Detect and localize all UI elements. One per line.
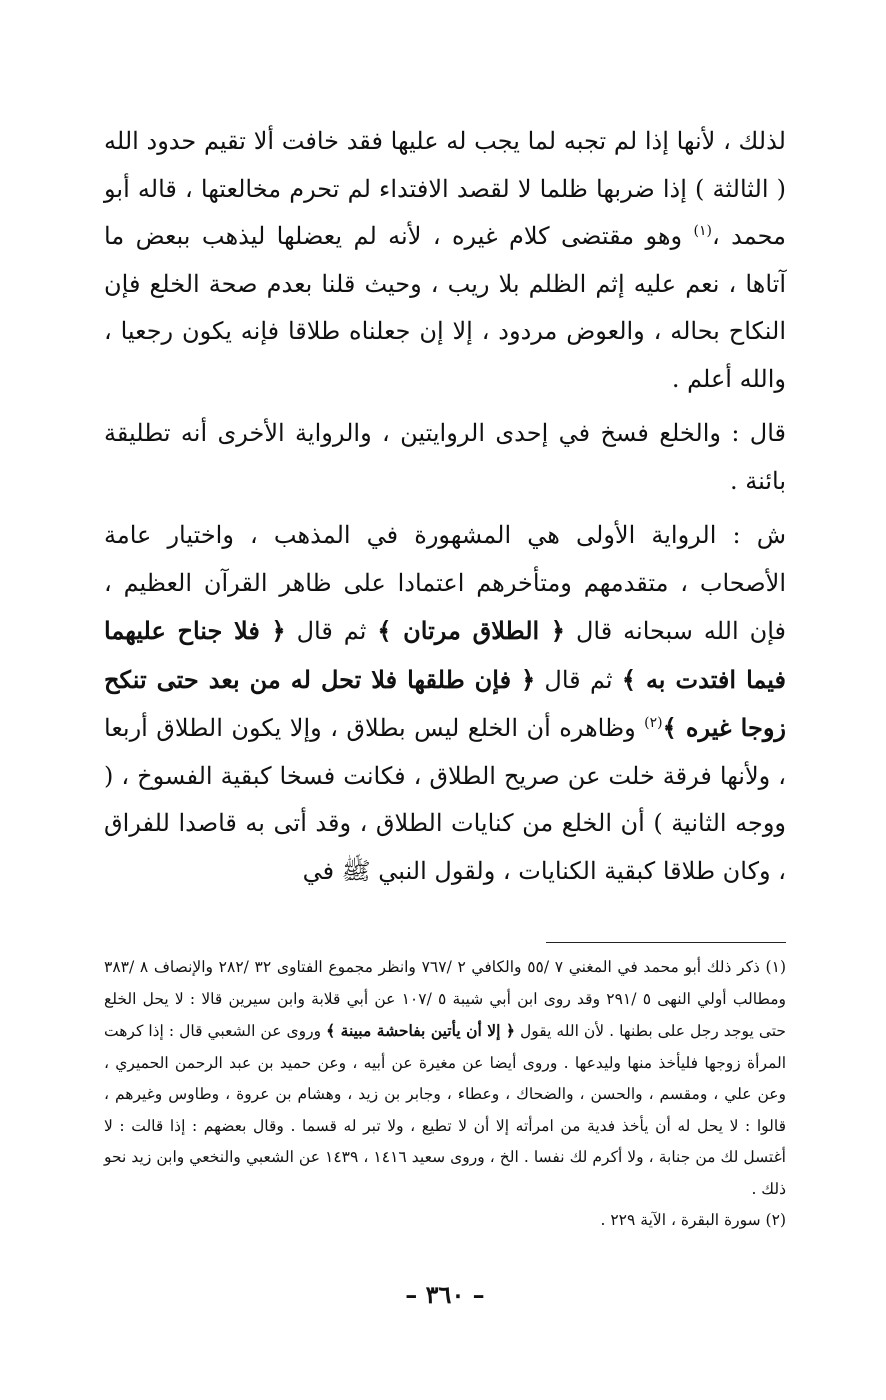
page-number: – ٣٦٠ – bbox=[405, 1280, 485, 1309]
footnotes bbox=[104, 952, 786, 1237]
footnote-divider bbox=[546, 942, 786, 943]
quran-quote-3: ﴿ فإن طلقها فلا تحل له من بعد حتى تنكح زوجا غيره ﴾ bbox=[104, 664, 787, 742]
page-body bbox=[104, 118, 786, 1400]
paragraph-1-tail: وهو مقتضى كلام غيره ، لأنه لم يعضلها ليذهب ببعض ما آتاها ، نعم عليه إثم الظلم بلا ريب ، وحيث قلنا بعدم صحة الخلع فإن النكاح بحاله ، والعوض مردود ، إلا إن جعلناه طلاقا فإنه يكون رجعيا ، والله أعلم . bbox=[104, 222, 786, 393]
paragraph-1-text: لذلك ، لأنها إذا لم تجبه لما يجب له عليها فقد خافت ألا تقيم حدود الله ( الثالثة ) إذا ضربها ظلما لا لقصد الافتداء لم تحرم مخالعتها ، قاله أبو محمد ، bbox=[104, 127, 786, 250]
footnote-2: (٢) سورة البقرة ، الآية ٢٢٩ . bbox=[600, 1211, 786, 1229]
footnote-1-text-b: وروى عن الشعبي قال : إذا كرهت المرأة زوجها فليأخذ منها وليدعها . وروى أيضا عن مغيرة عن أبيه ، وعن حميد بن عبد الرحمن الحميري ، وعن علي ، ومقسم ، والحسن ، والضحاك ، وعطاء ، وجابر بن زيد ، وهشام بن عروة ، وطاوس وغيرهم ، قالوا : لا يحل له أن يأخذ فدية من امرأته إلا أن لا تطيع ، ولا تبر له قسما . وقال بعضهم : إذا قالت : لا أغتسل لك من جنابة ، ولا أكرم لك نفسا . الخ ، وروى سعيد ١٤١٦ ، ١٤٣٩ عن الشعبي والنخعي وابن زيد نحو ذلك . bbox=[104, 1022, 786, 1198]
footnote-ref-1[interactable]: (١) bbox=[693, 223, 713, 239]
paragraph-2 bbox=[104, 410, 786, 505]
quran-quote-1: ﴿ الطلاق مرتان ﴾ bbox=[377, 616, 565, 645]
footnote-1-quote: ﴿ إلا أن يأتين بفاحشة مبينة ﴾ bbox=[326, 1021, 515, 1040]
quran-quote-2: ﴿ فلا جناح عليهما فيما افتدت به ﴾ bbox=[104, 616, 786, 694]
paragraph-2-text: قال : والخلع فسخ في إحدى الروايتين ، والرواية الأخرى أنه تطليقة بائنة . bbox=[104, 419, 786, 495]
paragraph-3-text-b: ثم قال bbox=[285, 617, 378, 645]
paragraph-3-text-d: وظاهره أن الخلع ليس بطلاق ، وإلا يكون الطلاق أربعا ، ولأنها فرقة خلت عن صريح الطلاق ، فكانت فسخا كبقية الفسوخ ، ( ووجه الثانية ) أن الخلع من كنايات الطلاق ، وقد أتى به قاصدا للفراق ، وكان طلاقا كبقية الكنايات ، ولقول النبي ﷺ في bbox=[104, 714, 786, 885]
footnote-1 bbox=[104, 952, 786, 1205]
footnote-1-text-a: (١) ذكر ذلك أبو محمد في المغني ٧ /٥٥ والكافي ٢ /٧٦٧ وانظر مجموع الفتاوى ٣٢ /٢٨٢ والإنصاف ٨ /٣٨٣ ومطالب أولي النهى ٥ /٢٩١ وقد روى ابن أبي شيبة ٥ /١٠٧ عن أبي قلابة وابن سيرين قالا : لا يحل الخلع حتى يوجد رجل على بطنها . لأن الله يقول bbox=[104, 958, 786, 1040]
paragraph-3-text-c: ثم قال bbox=[535, 665, 622, 694]
footnote-ref-2[interactable]: (٢) bbox=[644, 715, 663, 731]
paragraph-3 bbox=[104, 512, 786, 895]
paragraph-3-text-a: ش : الرواية الأولى هي المشهورة في المذهب ، واختيار عامة الأصحاب ، متقدمهم ومتأخرهم اعتمادا على ظاهر القرآن العظيم ، فإن الله سبحانه قال bbox=[104, 521, 787, 645]
paragraph-1 bbox=[104, 118, 786, 403]
